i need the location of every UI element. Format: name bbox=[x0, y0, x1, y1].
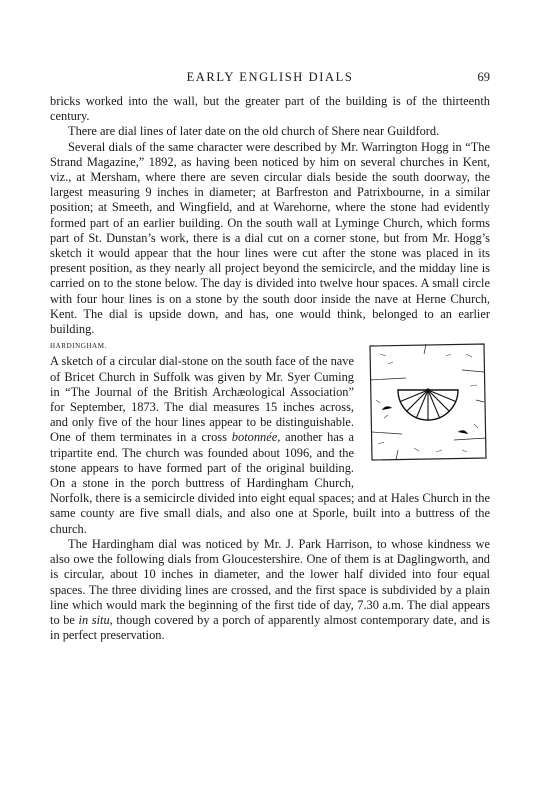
hardingham-figure bbox=[366, 340, 490, 482]
paragraph-4-text-a: A sketch of a circular dial-stone on the south face of the nave of Bricet Church in Suffolk was given by Mr. Syer Cuming in “The Journal of the British Archæological Association” for September, 1873. The dial measures 15 inches across, and only five of the hour lines appear to be distinguishable. One of them terminates in a cross bbox=[50, 354, 354, 445]
page bbox=[50, 70, 490, 643]
paragraph-5-italic: in situ, bbox=[78, 612, 113, 627]
sundial-illustration bbox=[366, 340, 490, 468]
figure-caption: HARDINGHAM. bbox=[50, 342, 107, 351]
paragraph-4-text-b: another has a tripartite end. The church was founded about 1096, and the stone appears to have formed part of the original building. On a stone in the porch buttress of Hardingham Church, Norfolk, there is a semicircle divided into eight equal spaces; and at Hales Church in the same county are five small dials, and also one at Sporle, built into a buttress of the church. bbox=[50, 430, 490, 536]
running-title: EARLY ENGLISH DIALS bbox=[186, 70, 354, 84]
page-number: 69 bbox=[477, 70, 490, 84]
paragraph-5-text-b: though covered by a porch of apparently almost contemporary date, and is in perfect preservation. bbox=[50, 612, 490, 643]
paragraph-2: There are dial lines of later date on the old church of Shere near Guildford. bbox=[68, 124, 440, 139]
paragraph-4-italic: botonnée, bbox=[231, 430, 281, 445]
paragraph-1: bricks worked into the wall, but the greater part of the building is of the thirteenth century. bbox=[50, 94, 490, 124]
paragraph-5-text-a: The Hardingham dial was noticed by Mr. J. Park Harrison, to whose kindness we also owe the following dials from Gloucestershire. One of them is at Daglingworth, and is circular, about 10 inches in diameter, and the lower half divided into four equal spaces. The three dividing lines are crossed, and the first space is subdivided by a plain line which would mark the beginning of the first tide of day, 7.30 a.m. The dial appears to be bbox=[50, 536, 490, 627]
running-header bbox=[50, 70, 490, 90]
paragraph-3: Several dials of the same character were described by Mr. Warrington Hogg in “The Strand Magazine,” 1892, as having been noticed by him on several churches in Kent, viz., at Mersham, where there are seven circular dials beside the south doorway, the largest measuring 9 inches in diameter; at Barfreston and Patrixbourne, in a similar position; at Smeeth, and Wingfield, and at Warehorne, where the stone had evidently formed part of an earlier building. On the south wall at Lyminge Church, which forms part of St. Dunstan’s work, there is a dial cut on a corner stone, but from Mr. Hogg’s sketch it would appear that the hour lines were cut after the stone was placed in its present position, as they nearly all project beyond the semicircle, and the midday line is carried on to the stone below. The day is divided into twelve hour spaces. A small circle with four hour lines is on a stone by the south door inside the nave at Herne Church, Kent. The dial is upside down, and has, one would think, belonged to an earlier building. bbox=[50, 139, 490, 337]
paragraph-5 bbox=[50, 537, 490, 643]
